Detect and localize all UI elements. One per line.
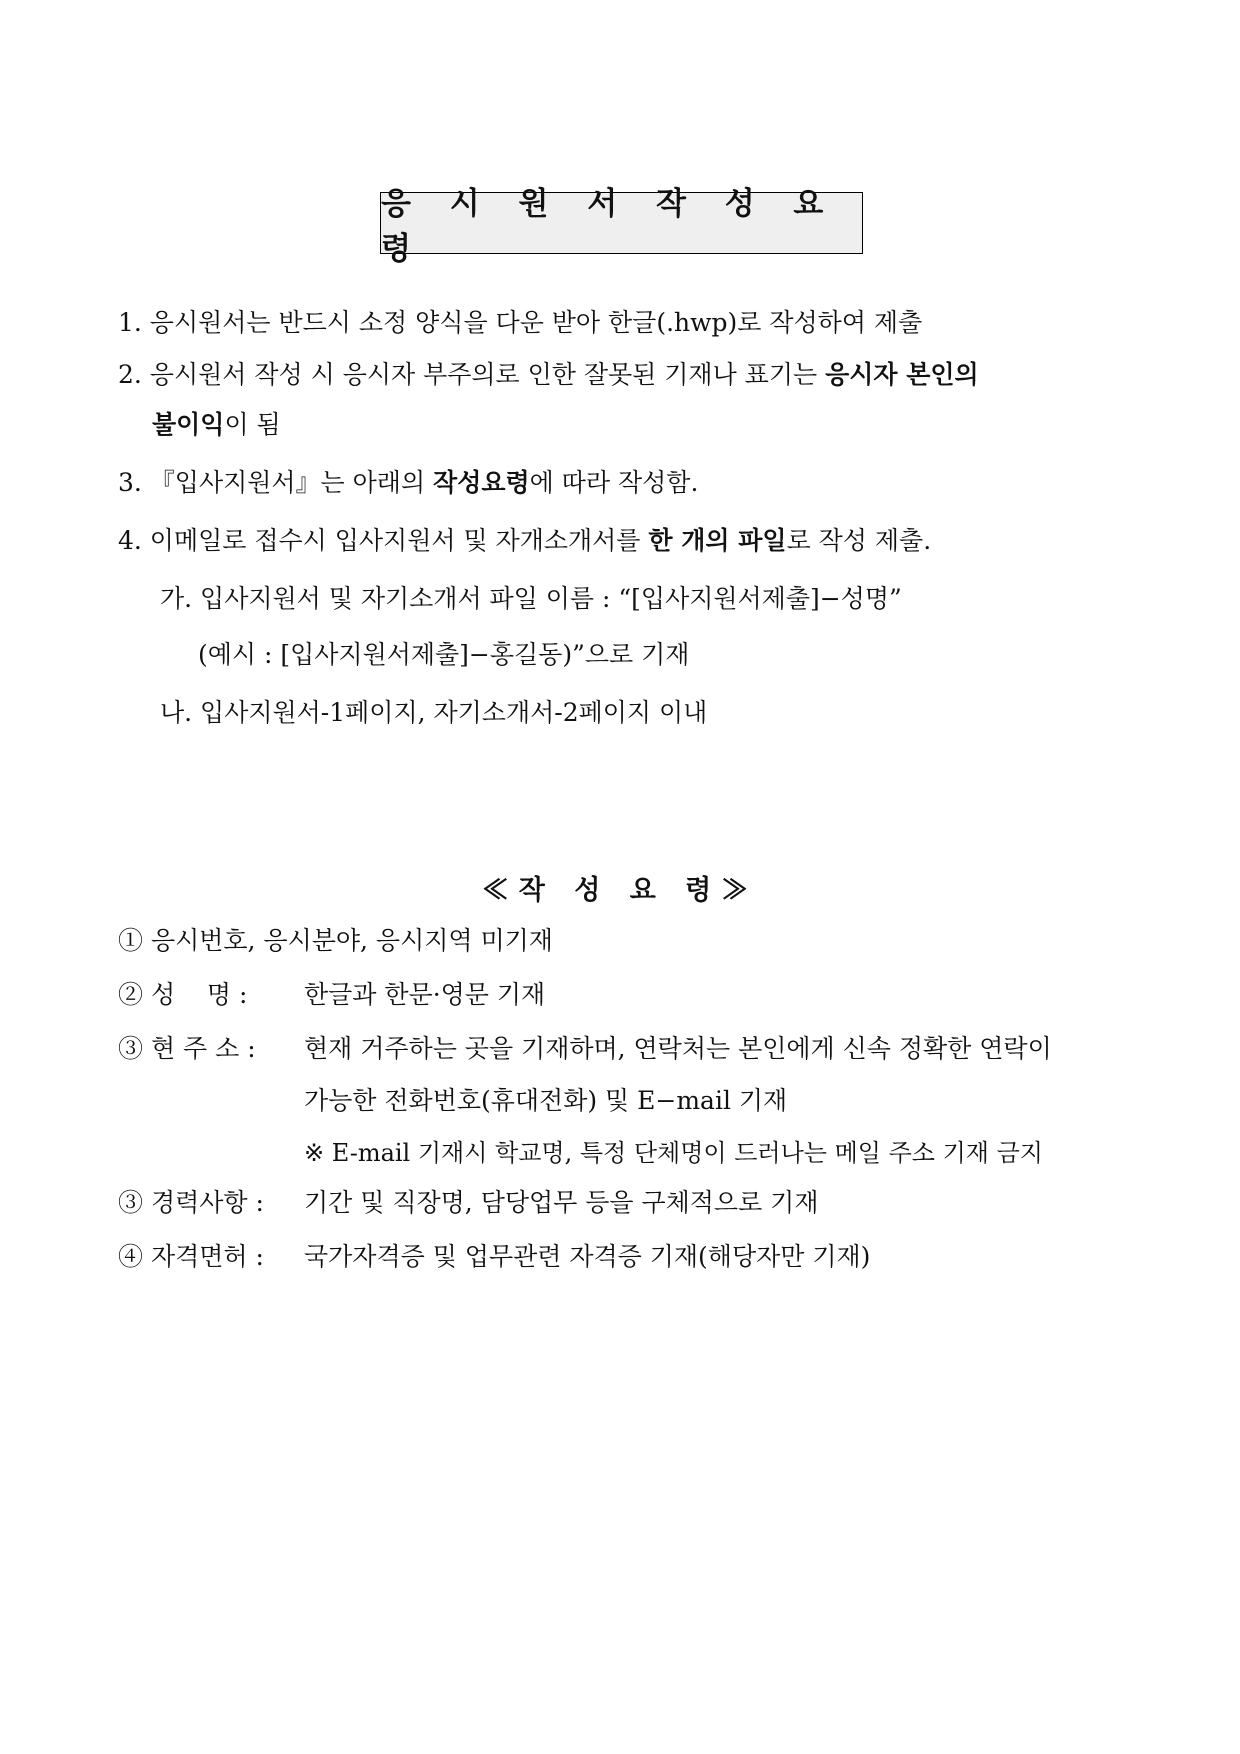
guide-item-3-cont: 가능한 전화번호(휴대전화) 및 E−mail 기재: [304, 1086, 788, 1115]
instruction-2: [118, 358, 979, 392]
instruction-4-bold: 한 개의 파일: [648, 526, 787, 555]
instruction-2-bold-2: 불이익: [152, 410, 225, 439]
instruction-2-cont: [152, 408, 281, 442]
guide-item-4-label: ③ 경력사항 :: [118, 1188, 264, 1217]
instruction-2-tail: 이 됨: [224, 410, 281, 439]
guide-item-5: [118, 1240, 870, 1274]
instruction-4-tail: 로 작성 제출.: [786, 526, 932, 555]
instruction-3-text: 3. 『입사지원서』는 아래의: [118, 468, 434, 497]
guide-item-5-text: 국가자격증 및 업무관련 자격증 기재(해당자만 기재): [304, 1242, 871, 1271]
instruction-1-text: 1. 응시원서는 반드시 소정 양식을 다운 받아 한글(.hwp)로 작성하여 제출: [118, 308, 923, 337]
sub-item-a: 가. 입사지원서 및 자기소개서 파일 이름 : “[입사지원서제출]−성명”: [160, 584, 902, 613]
guide-item-3-label: ③ 현 주 소 :: [118, 1034, 256, 1063]
guide-item-4: [118, 1186, 818, 1220]
guide-item-2-label: ② 성 명 :: [118, 980, 248, 1009]
guide-item-3-note: ※ E-mail 기재시 학교명, 특정 단체명이 드러나는 메일 주소 기재 금지: [304, 1139, 1043, 1167]
instruction-2-bold: 응시자 본인의: [825, 360, 979, 389]
document-title: 응 시 원 서 작 성 요 령: [380, 192, 863, 254]
instruction-4: [118, 524, 931, 558]
sub-item-b: 나. 입사지원서-1페이지, 자기소개서-2페이지 이내: [160, 698, 708, 727]
instruction-1: [118, 306, 922, 340]
guide-item-2: [118, 978, 545, 1012]
instruction-2-text: 2. 응시원서 작성 시 응시자 부주의로 인한 잘못된 기재나 표기는: [118, 360, 826, 389]
instruction-3-bold: 작성요령: [433, 468, 530, 497]
guide-item-1: ① 응시번호, 응시분야, 응시지역 미기재: [118, 926, 553, 955]
instruction-3: [118, 466, 698, 500]
guide-item-4-text: 기간 및 직장명, 담당업무 등을 구체적으로 기재: [304, 1188, 819, 1217]
sub-item-a-example: (예시 : [입사지원서제출]−홍길동)”으로 기재: [198, 640, 690, 669]
instruction-4-text: 4. 이메일로 접수시 입사지원서 및 자개소개서를: [118, 526, 649, 555]
guide-item-5-label: ④ 자격면허 :: [118, 1242, 264, 1271]
guide-item-3-text: 현재 거주하는 곳을 기재하며, 연락처는 본인에게 신속 정확한 연락이: [304, 1034, 1052, 1063]
guide-item-2-text: 한글과 한문·영문 기재: [304, 980, 546, 1009]
guide-item-3: [118, 1032, 1052, 1066]
guide-heading: ≪작 성 요 령≫: [481, 875, 759, 906]
instruction-3-tail: 에 따라 작성함.: [529, 468, 699, 497]
